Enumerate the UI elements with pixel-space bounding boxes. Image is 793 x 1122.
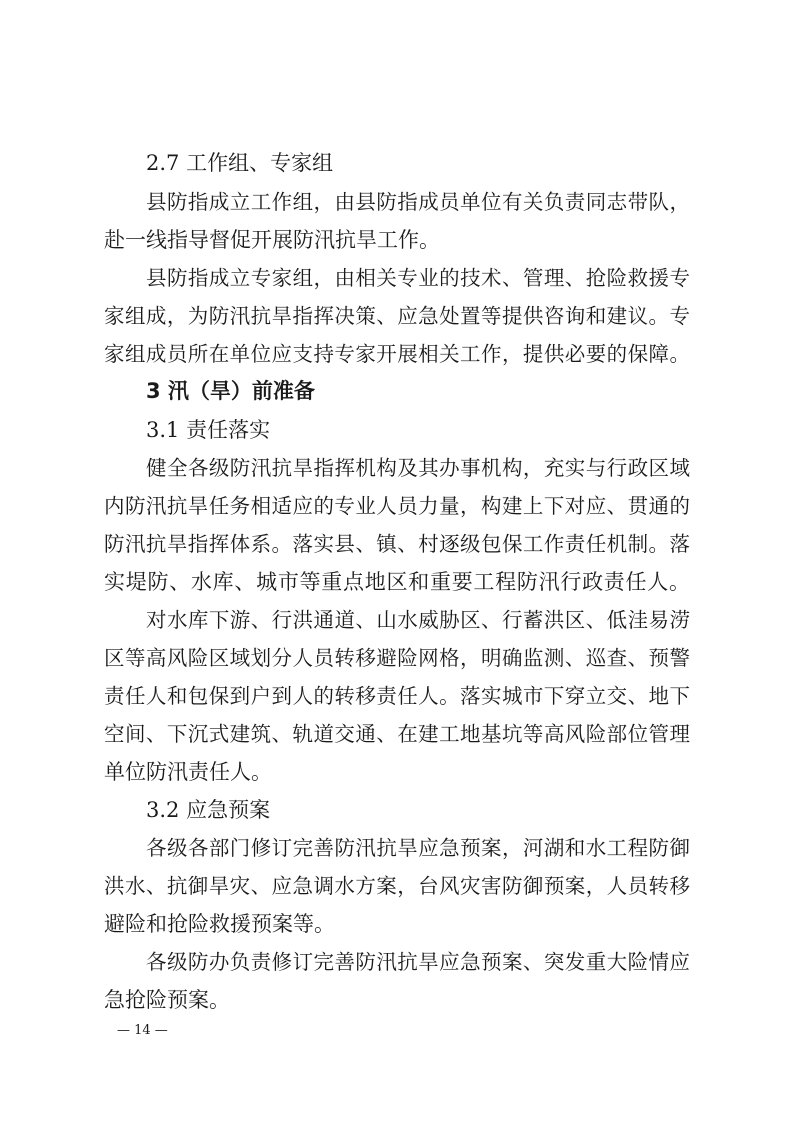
paragraph-line: 县防指成立专家组，由相关专业的技术、管理、抢险救援专 <box>146 266 690 290</box>
paragraph-line: 县防指成立工作组，由县防指成员单位有关负责同志带队， <box>146 190 690 214</box>
section-heading-2-7: 2.7 工作组、专家组 <box>146 151 334 175</box>
page-number: — 14 — <box>117 1023 168 1038</box>
paragraph-line: 家组成员所在单位应支持专家开展相关工作，提供必要的保障。 <box>104 342 690 366</box>
paragraph-line: 内防汛抗旱任务相适应的专业人员力量，构建上下对应、贯通的 <box>104 494 690 518</box>
paragraph-line: 责任人和包保到户到人的转移责任人。落实城市下穿立交、地下 <box>104 684 690 708</box>
paragraph-line: 健全各级防汛抗旱指挥机构及其办事机构，充实与行政区域 <box>146 456 690 480</box>
paragraph-line: 赴一线指导督促开展防汛抗旱工作。 <box>104 228 440 252</box>
paragraph-line: 各级防办负责修订完善防汛抗旱应急预案、突发重大险情应 <box>146 950 690 974</box>
section-heading-3-1: 3.1 责任落实 <box>146 418 271 442</box>
paragraph-line: 各级各部门修订完善防汛抗旱应急预案，河湖和水工程防御 <box>146 836 690 860</box>
paragraph-line: 避险和抢险救援预案等。 <box>104 912 335 936</box>
paragraph-line: 单位防汛责任人。 <box>104 760 272 784</box>
paragraph-line: 急抢险预案。 <box>104 988 230 1012</box>
section-heading-3-2: 3.2 应急预案 <box>146 798 271 822</box>
paragraph-line: 空间、下沉式建筑、轨道交通、在建工地基坑等高风险部位管理 <box>104 722 690 746</box>
section-heading-3: 3 汛（旱）前准备 <box>146 379 315 403</box>
paragraph-line: 对水库下游、行洪通道、山水威胁区、行蓄洪区、低洼易涝 <box>146 608 690 632</box>
paragraph-line: 洪水、抗御旱灾、应急调水方案，台风灾害防御预案，人员转移 <box>104 874 690 898</box>
paragraph-line: 防汛抗旱指挥体系。落实县、镇、村逐级包保工作责任机制。落 <box>104 532 690 556</box>
paragraph-line: 家组成，为防汛抗旱指挥决策、应急处置等提供咨询和建议。专 <box>104 304 690 328</box>
paragraph-line: 实堤防、水库、城市等重点地区和重要工程防汛行政责任人。 <box>104 570 690 594</box>
paragraph-line: 区等高风险区域划分人员转移避险网格，明确监测、巡查、预警 <box>104 646 690 670</box>
